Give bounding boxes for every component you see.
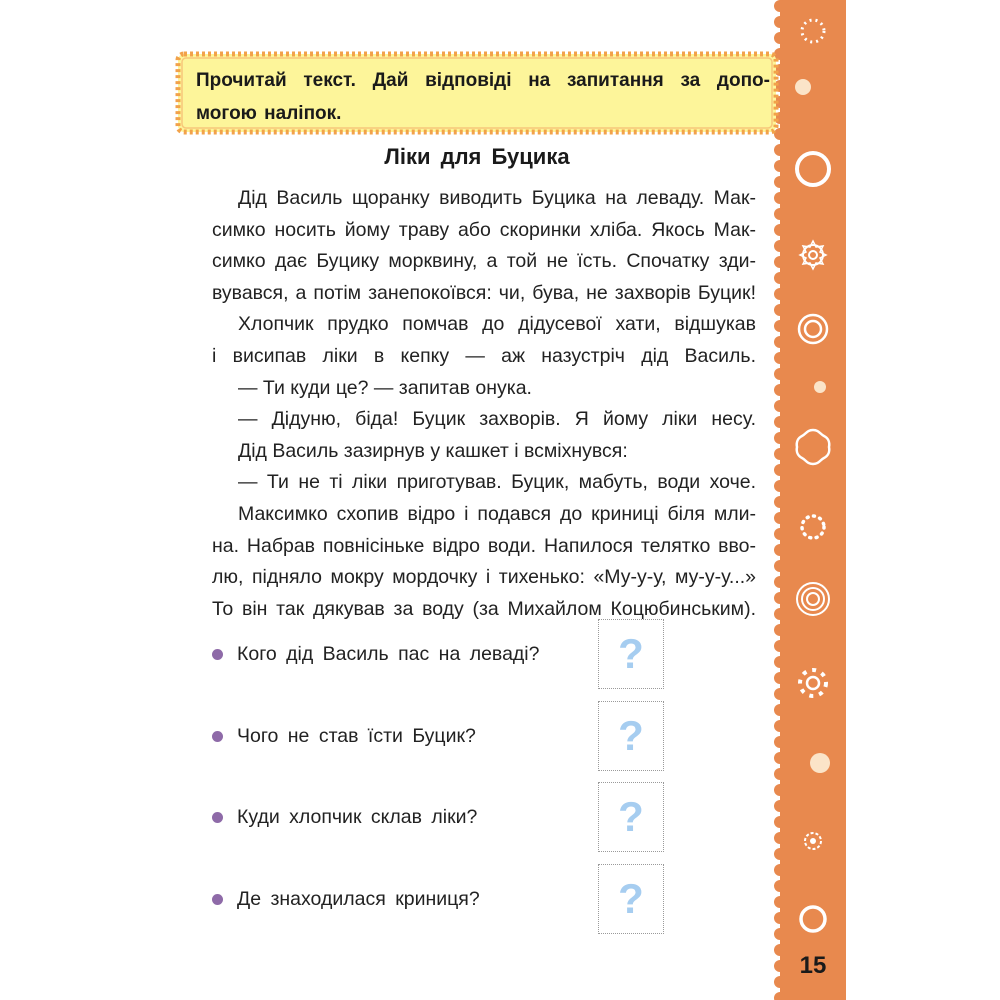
sun-dots-icon: [790, 660, 836, 706]
page-number: 15: [799, 952, 827, 979]
sticker-slot[interactable]: [598, 619, 664, 689]
story-line: симко дає Буцику морквину, а той не їсть. Спочатку зди-: [212, 250, 756, 273]
dotted-ring-icon: [790, 8, 836, 54]
question-mark-icon: ?: [618, 630, 644, 677]
question-mark-icon: ?: [618, 793, 644, 840]
story-line: — Ти не ті ліки приготував. Буцик, мабуть, води хоче.: [238, 471, 756, 494]
story-line: і висипав ліки в кепку — аж назустріч дід Василь.: [212, 344, 756, 367]
question-text: Куди хлопчик склав ліки?: [237, 806, 478, 828]
question-item: [212, 643, 539, 666]
sticker-slot[interactable]: [598, 864, 664, 934]
story-line: То він так дякував за воду (за Михайлом Коцюбинським).: [212, 597, 756, 620]
question-text: Де знаходилася криниця?: [237, 888, 480, 910]
bullet-dot-icon: [212, 731, 223, 742]
wavy-circle-icon: [790, 424, 836, 470]
swirl-icon: [790, 818, 836, 864]
ring-icon: [790, 896, 836, 942]
question-item: [212, 806, 477, 829]
instruction-line: могою наліпок.: [196, 103, 342, 124]
story-text: [212, 183, 756, 625]
bullet-dot-icon: [212, 894, 223, 905]
story-line: — Дідуню, біда! Буцик захворів. Я йому ліки несу.: [238, 408, 756, 431]
dotted-ring-icon: [790, 504, 836, 550]
instruction-box: [174, 50, 780, 136]
concentric-rings-icon: [790, 576, 836, 622]
question-item: [212, 725, 476, 748]
question-mark-icon: ?: [618, 875, 644, 922]
story-line: на. Набрав повнісіньке відро води. Напилося телятко вво-: [212, 534, 756, 557]
sticker-slot[interactable]: [598, 701, 664, 771]
story-line: вувався, а потім занепокоївся: чи, бува, не захворів Буцик!: [212, 281, 756, 304]
question-mark-icon: ?: [618, 712, 644, 759]
instruction-text: [196, 64, 770, 130]
story-line: — Ти куди це? — запитав онука.: [238, 376, 532, 399]
story-title: Ліки для Буцика: [384, 144, 570, 169]
flower-outline-icon: [790, 232, 836, 278]
ring-icon: [790, 146, 836, 192]
concentric-rings-icon: [790, 306, 836, 352]
question-text: Кого дід Василь пас на леваді?: [237, 643, 540, 665]
story-line: Хлопчик прудко помчав до дідусевої хати, відшукав: [238, 313, 756, 336]
bullet-dot-icon: [212, 812, 223, 823]
dot-icon: [790, 64, 836, 110]
small-dot-icon: [790, 364, 836, 410]
bullet-dot-icon: [212, 649, 223, 660]
story-line: Дід Василь зазирнув у кашкет і всміхнувся:: [238, 439, 628, 462]
story-line: симко носить йому траву або скоринки хліба. Якось Мак-: [212, 218, 756, 241]
sticker-slot[interactable]: [598, 782, 664, 852]
story-line: лю, підняло мокру мордочку і тихенько: «Му-у-у, му-у-у...»: [212, 566, 756, 589]
question-text: Чого не став їсти Буцик?: [237, 725, 476, 747]
question-item: [212, 888, 480, 911]
story-line: Дід Василь щоранку виводить Буцика на леваду. Мак-: [238, 187, 756, 209]
dot-icon: [790, 742, 836, 788]
instruction-line: Прочитай текст. Дай відповіді на запитання за допо-: [196, 70, 770, 91]
story-line: Максимко схопив відро і подався до криниці біля мли-: [238, 502, 756, 525]
